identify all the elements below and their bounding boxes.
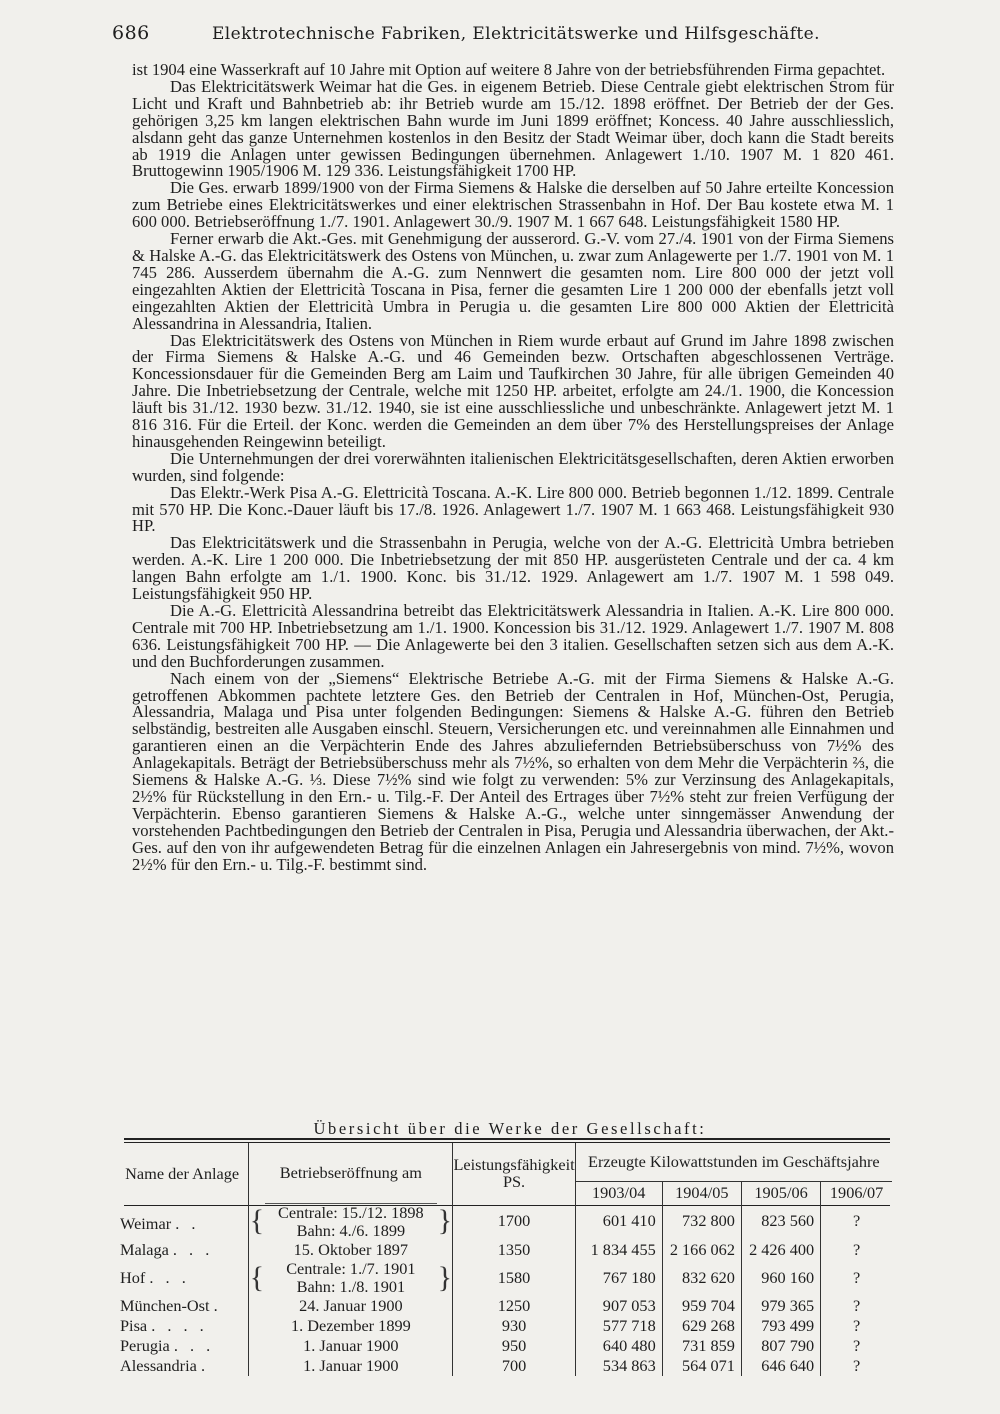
kwh-value: ? — [821, 1336, 892, 1356]
opening-date: Centrale: 1./7. 1901 — [286, 1258, 416, 1278]
kwh-value: ? — [821, 1296, 892, 1316]
kwh-value: 907 053 — [575, 1296, 662, 1316]
kwh-value: 2 426 400 — [741, 1240, 820, 1260]
capacity-ps: 700 — [453, 1356, 575, 1376]
kwh-value: 807 790 — [741, 1336, 820, 1356]
paragraph: Die A.-G. Elettricità Alessandrina betreibt das Elektricitätswerk Alessandria in Italien. A.-K. Lire 800 000. Centrale mit 700 HP. Inbetriebsetzung am 1./1. 1900. Koncession bis 31./12. 1929. Anlagewert 1./7. 1907 M. 808 636. Leistungsfähigkeit 700 HP. — Die Anlagewerte bei den 3 italien. Gesellschaften setzen sich aus dem A.-K. und den Buchforderungen zusammen. — [132, 601, 894, 671]
opening-date: 15. Oktober 1897 — [293, 1239, 409, 1259]
row-name: Alessandria — [120, 1355, 197, 1375]
kwh-value: 832 620 — [662, 1260, 741, 1296]
table-row: München-Ost . 24. Januar 1900 1250 907 053 959 704 979 365 ? — [116, 1296, 892, 1316]
capacity-ps: 1350 — [453, 1240, 575, 1260]
kwh-value: 577 718 — [575, 1316, 662, 1336]
kwh-value: 629 268 — [662, 1316, 741, 1336]
row-name: Perugia — [120, 1335, 170, 1355]
paragraph: Das Elektricitätswerk und die Strassenbahn in Perugia, welche von der A.-G. Elettricità Umbra betrieben werden. A.-K. Lire 1 200 000. Die Inbetriebsetzung der mit 850 HP. ausgerüsteten Centrale und der ca. 4 km langen Bahn erfolgte am 1./1. 1900. Konc. bis 31./12. 1929. Anlagewert am 1./7. 1907 M. 1 598 049. Leistungsfähigkeit 950 HP. — [132, 533, 894, 604]
paragraph: Die Unternehmungen der drei vorerwähnten italienischen Elektricitätsgesellschaften, deren Aktien erworben wurden, sind folgende: — [132, 448, 894, 485]
kwh-value: 601 410 — [575, 1203, 662, 1240]
year-header: 1906/07 — [821, 1181, 892, 1203]
kwh-value: 960 160 — [741, 1260, 820, 1296]
kwh-value: 640 480 — [575, 1336, 662, 1356]
kwh-value: 731 859 — [662, 1336, 741, 1356]
table-row: Hof . . . { Centrale: 1./7. 1901 } 1580 767 180 832 620 960 160 ? — [116, 1260, 892, 1278]
opening-date: 24. Januar 1900 — [299, 1295, 403, 1315]
kwh-value: 534 863 — [575, 1356, 662, 1376]
year-header: 1905/06 — [741, 1181, 820, 1203]
opening-date: 1. Januar 1900 — [303, 1335, 399, 1355]
header-capacity: Leistungsfähigkeit PS. — [453, 1143, 575, 1203]
opening-date: Bahn: 4./6. 1899 — [296, 1220, 406, 1240]
table-row: Perugia . . . 1. Januar 1900 950 640 480 731 859 807 790 ? — [116, 1336, 892, 1356]
opening-date: Bahn: 1./8. 1901 — [296, 1276, 406, 1296]
table-row: Alessandria . 1. Januar 1900 700 534 863 564 071 646 640 ? — [116, 1356, 892, 1376]
row-name: Weimar — [120, 1214, 172, 1234]
page-header — [112, 22, 912, 50]
kwh-value: ? — [821, 1260, 892, 1296]
opening-date: 1. Dezember 1899 — [290, 1315, 411, 1335]
opening-date: Centrale: 15./12. 1898 — [265, 1203, 438, 1222]
works-table — [116, 1143, 892, 1376]
kwh-value: ? — [821, 1356, 892, 1376]
paragraph: Das Elektricitätswerk Weimar hat die Ges. in eigenem Betrieb. Diese Centrale giebt elektrischen Strom für Licht und Kraft und Bahnbetrieb ab: ihr Betrieb wurde am 15./12. 1898 eröffnet. Der Betrieb der der Ges. gehörigen 3,25 km langen elektrischen Bahn wurde im Juni 1899 eröffnet; Koncess. 40 Jahre ausschliesslich, alsdann geht das ganze Unternehmen kostenlos in den Besitz der Stadt Weimar über, doch kann die Stadt bereits ab 1919 die Anlagen unter gewissen Bedingungen übernehmen. Anlagewert 1./10. 1907 M. 1 820 461. Bruttogewinn 1905/1906 M. 129 336. Leistungsfähigkeit 1700 HP. — [132, 76, 894, 181]
running-title: Elektrotechnische Fabriken, Elektricitätswerke und Hilfsgeschäfte. — [212, 24, 820, 44]
kwh-value: 2 166 062 — [662, 1240, 741, 1260]
kwh-value: ? — [821, 1203, 892, 1240]
table-row: Malaga . . . 15. Oktober 1897 1350 1 834 455 2 166 062 2 426 400 ? — [116, 1240, 892, 1260]
capacity-ps: 1700 — [453, 1203, 575, 1240]
kwh-value: 767 180 — [575, 1260, 662, 1296]
kwh-value: 732 800 — [662, 1203, 741, 1240]
body-text — [132, 62, 894, 874]
row-name: Malaga — [120, 1239, 169, 1259]
year-header: 1903/04 — [575, 1181, 662, 1203]
paragraph: Ferner erwarb die Akt.-Ges. mit Genehmigung der ausserord. G.-V. vom 27./4. 1901 von der Firma Siemens & Halske A.-G. das Elektricitätswerk des Ostens von München, u. zwar zum Anlagewerte per 1./7. 1901 von M. 1 745 286. Ausserdem übernahm die A.-G. zum Nennwert die gesamten nom. Lire 800 000 der jetzt voll eingezahlten Aktien der Elettricità Toscana in Pisa, ferner die gesamten Lire 1 200 000 der ebenfalls jetzt voll eingezahlten Aktien der Elettricità Umbra in Perugia u. die gesamten Lire 800 000 Aktien der Elettricità Alessandrina in Alessandria, Italien. — [132, 229, 894, 333]
year-header: 1904/05 — [662, 1181, 741, 1203]
header-kwh: Erzeugte Kilowattstunden im Geschäftsjahre — [575, 1143, 892, 1181]
brace-close: } — [437, 1260, 452, 1294]
brace-open: { — [249, 1260, 265, 1294]
kwh-value: 959 704 — [662, 1296, 741, 1316]
header-opening: Betriebseröffnung am — [249, 1143, 453, 1203]
capacity-ps: 1250 — [453, 1296, 575, 1316]
kwh-value: 979 365 — [741, 1296, 820, 1316]
header-name: Name der Anlage — [125, 1163, 240, 1183]
row-name: Pisa — [120, 1315, 148, 1335]
page-number: 686 — [112, 22, 150, 44]
row-name: Hof — [120, 1267, 146, 1287]
paragraph: Das Elektricitätswerk des Ostens von München in Riem wurde erbaut auf Grund im Jahre 1898 zwischen der Firma Siemens & Halske A.-G. und 46 Gemeinden bezw. Ortschaften abgeschlossenen Verträge. Koncessionsdauer für die Gemeinden Berg am Laim und Taufkirchen 30 Jahre, für alle übrigen Gemeinden 40 Jahre. Die Inbetriebsetzung der Centrale, welche mit 1250 HP. arbeitet, erfolgte am 24./1. 1900, die Koncession läuft bis 31./12. 1930 bezw. 31./12. 1940, sie ist eine ausschliessliche und unbeschränkte. Anlagewert jetzt M. 1 816 316. Für die Erteil. der Konc. werden die Gemeinden an dem über 7% des Herstellungspreises der Anlage hinausgehenden Reingewinn beteiligt. — [132, 330, 894, 451]
kwh-value: ? — [821, 1316, 892, 1336]
kwh-value: 646 640 — [741, 1356, 820, 1376]
capacity-ps: 950 — [453, 1336, 575, 1356]
brace-close: } — [437, 1204, 452, 1238]
kwh-value: ? — [821, 1240, 892, 1260]
opening-date: 1. Januar 1900 — [303, 1355, 399, 1375]
table-row: Weimar . . { Centrale: 15./12. 1898 } 1700 601 410 732 800 823 560 ? — [116, 1203, 892, 1222]
row-name: München-Ost — [120, 1295, 210, 1315]
table-rule — [124, 1138, 890, 1140]
kwh-value: 793 499 — [741, 1316, 820, 1336]
capacity-ps: 1580 — [453, 1260, 575, 1296]
kwh-value: 1 834 455 — [575, 1240, 662, 1260]
kwh-value: 564 071 — [662, 1356, 741, 1376]
kwh-value: 823 560 — [741, 1203, 820, 1240]
paragraph: Das Elektr.-Werk Pisa A.-G. Elettricità Toscana. A.-K. Lire 800 000. Betrieb begonnen 1./12. 1899. Centrale mit 570 HP. Die Konc.-Dauer läuft bis 17./8. 1926. Anlagewert 1./7. 1907 M. 1 663 468. Leistungsfähigkeit 930 HP. — [132, 482, 894, 536]
brace-open: { — [249, 1203, 265, 1240]
table-row: Pisa . . . . 1. Dezember 1899 930 577 718 629 268 793 499 ? — [116, 1316, 892, 1336]
table-title: Übersicht über die Werke der Gesellschaft: — [313, 1119, 707, 1138]
paragraph: Nach einem von der „Siemens“ Elektrische Betriebe A.-G. mit der Firma Siemens & Halske A.-G. getroffenen Abkommen pachtete letztere Ges. den Betrieb der Centralen in Hof, München-Ost, Perugia, Alessandria, Malaga und Pisa unter folgenden Bedingungen: Siemens & Halske A.-G. führen den Betrieb selbständig, bestreiten alle Ausgaben einschl. Steuern, Versicherungen etc. und vereinnahmen alle Einnahmen und garantieren einen an die Verpächterin Ende des Jahres abzuliefernden Betriebsüberschuss von 7½% des Anlagekapitals. Beträgt der Betriebsüberschuss mehr als 7½%, so erhalten von dem Mehr die Verpächterin ⅔, die Siemens & Halske A.-G. ⅓. Diese 7½% sind wie folgt zu verwenden: 5% zur Verzinsung des Anlagekapitals, 2½% für Rückstellung in den Ern.- u. Tilg.-F. Der Anteil des Ertrages über 7½% steht zur freien Verfügung der Verpächterin. Ebenso garantieren Siemens & Halske A.-G., welche unter sinngemässer Anwendung der vorstehenden Pachtbedingungen den Betrieb der Centralen in Pisa, Perugia und Alessandria überwachen, der Akt.-Ges. auf den von ihr aufgewendeten Betrag für die einzelnen Anlagen ein Jahresergebnis von mind. 7½%, wovon 2½% für den Ern.- u. Tilg.-F. bestimmt sind. — [132, 668, 894, 874]
paragraph: ist 1904 eine Wasserkraft auf 10 Jahre mit Option auf weitere 8 Jahre von der betriebsführenden Firma gepachtet. — [132, 60, 886, 79]
paragraph: Die Ges. erwarb 1899/1900 von der Firma Siemens & Halske die derselben auf 50 Jahre erteilte Koncession zum Betriebe eines Elektricitätswerkes und einer elektrischen Strassenbahn in Hof. Der Bau kostete etwa M. 1 600 000. Betriebseröffnung 1./7. 1901. Anlagewert 30./9. 1907 M. 1 667 648. Leistungsfähigkeit 1580 HP. — [132, 178, 894, 232]
capacity-ps: 930 — [453, 1316, 575, 1336]
